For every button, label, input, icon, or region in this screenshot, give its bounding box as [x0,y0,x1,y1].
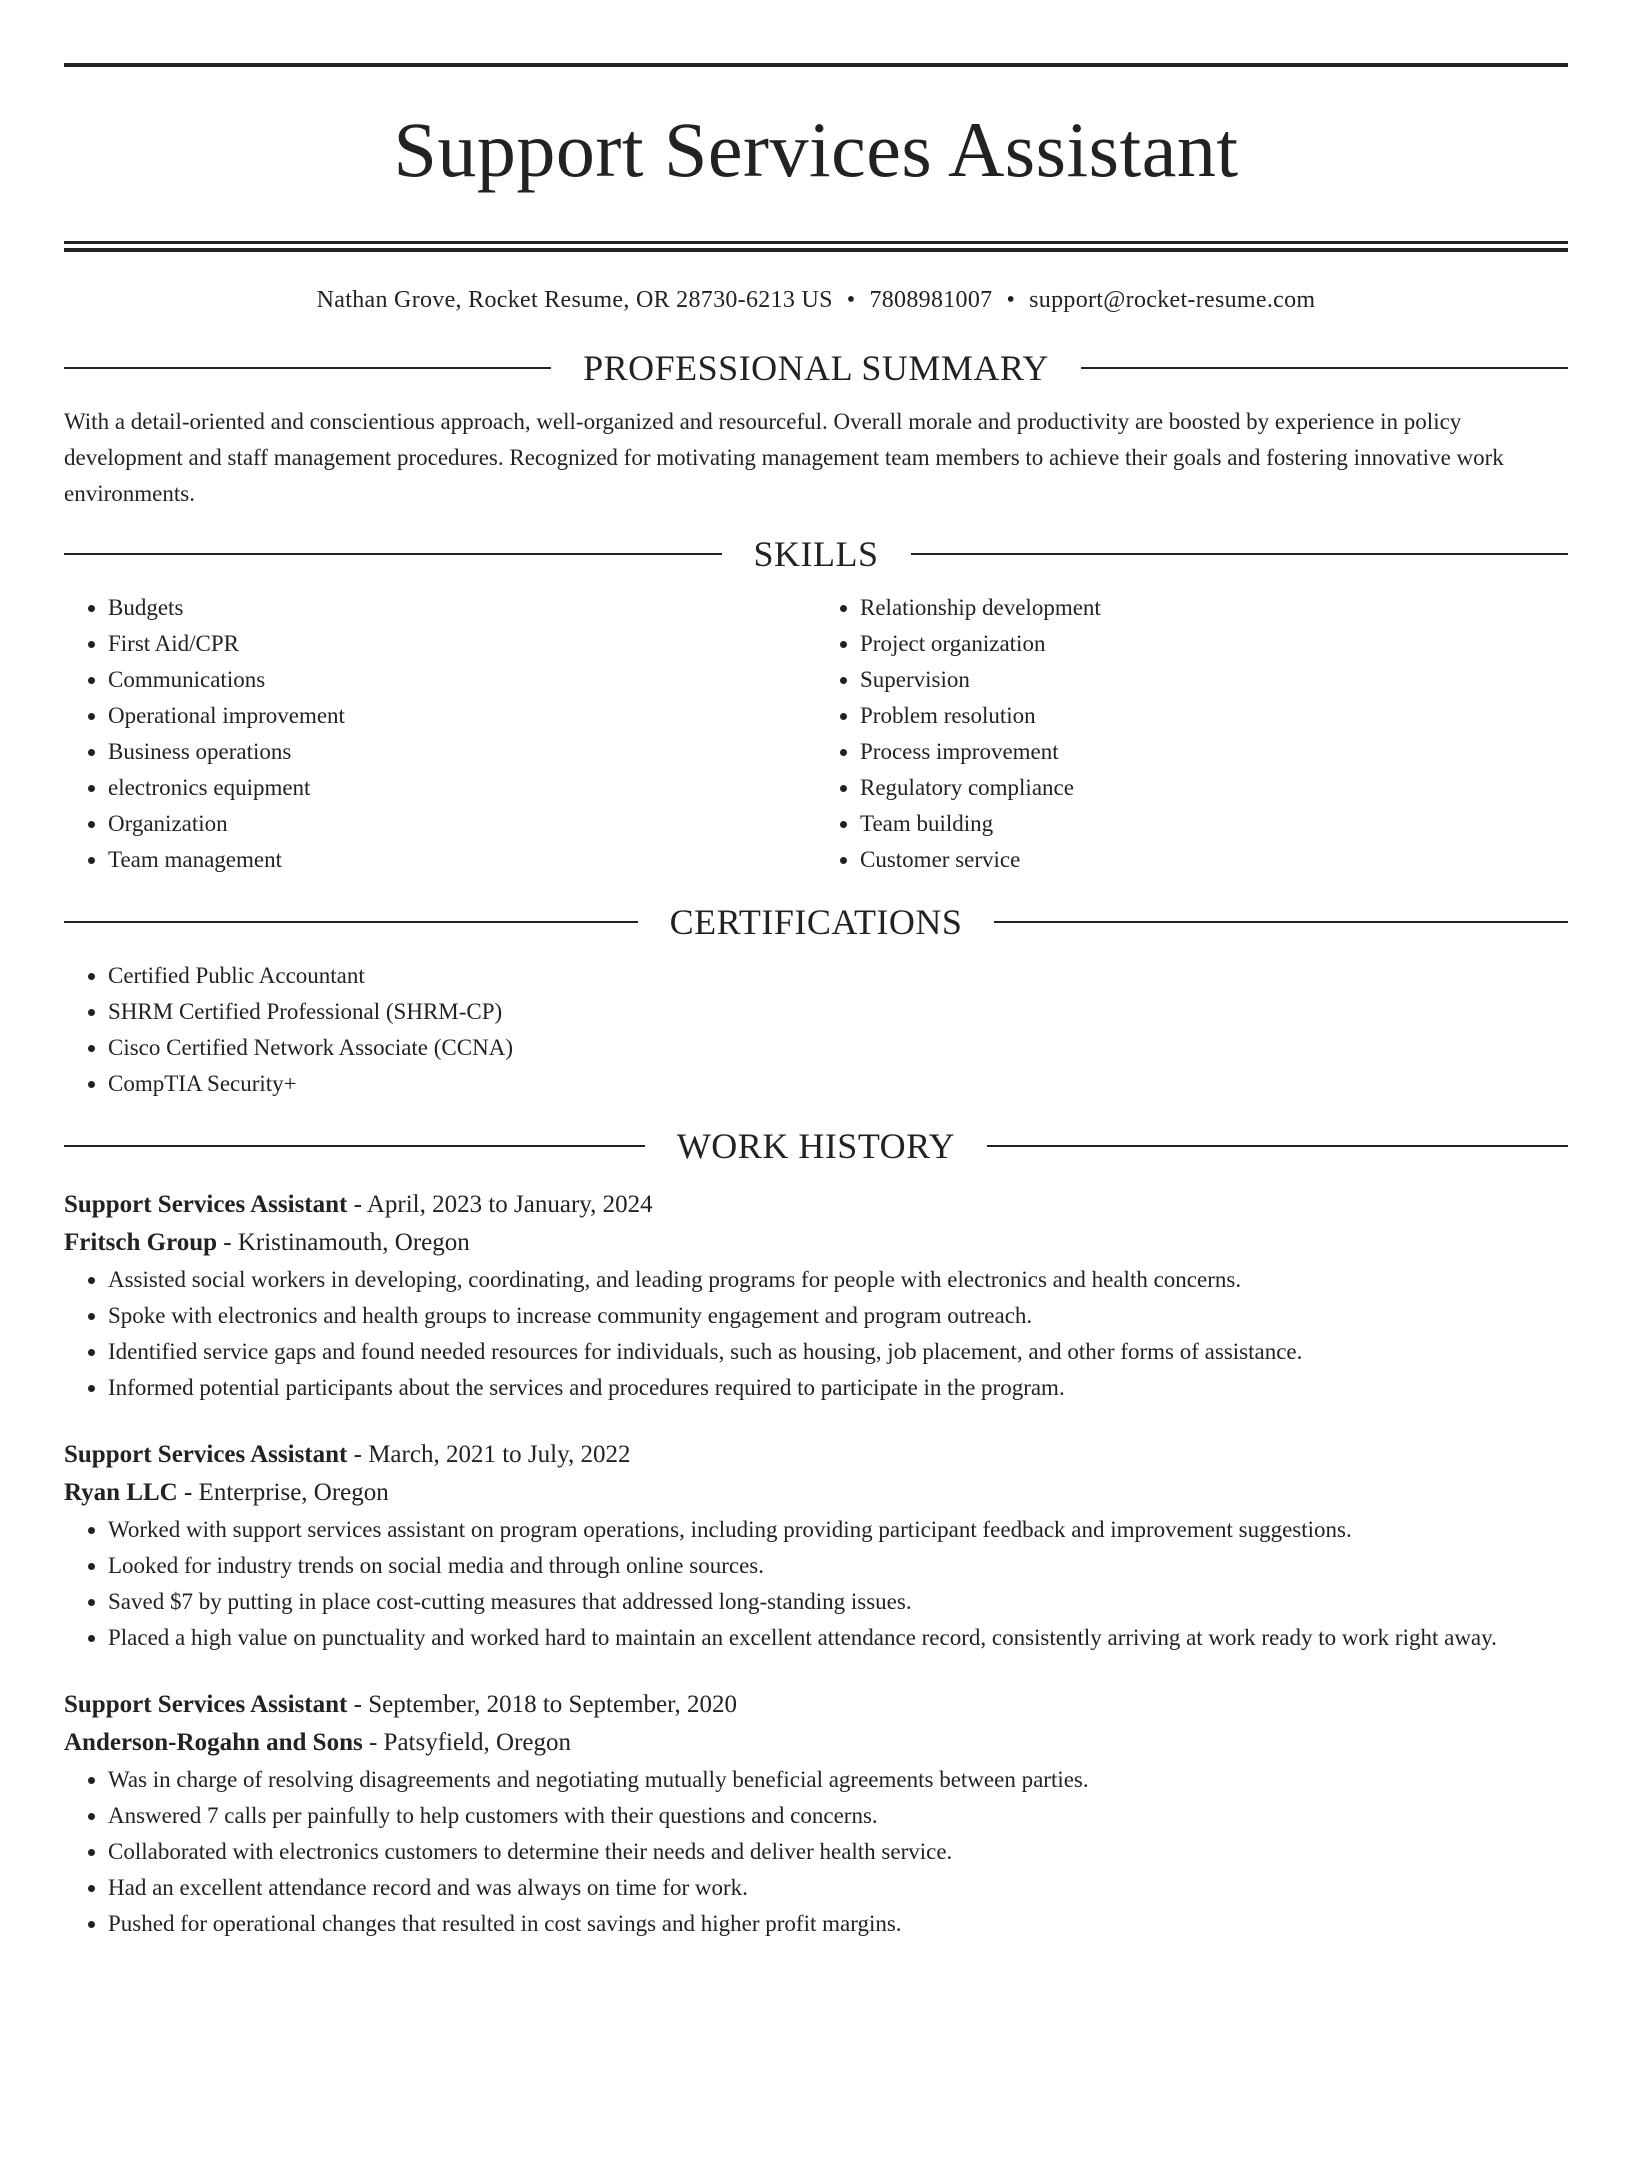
job-bullet: • Identified service gaps and found needed resources for individuals, such as housing, job placement, and other forms of assistance. [108,1334,1568,1370]
contact-separator: • [1006,287,1016,313]
skill-item: • Problem resolution [860,698,1568,734]
job-company-line [64,1724,1568,1762]
summary-heading-label: PROFESSIONAL SUMMARY [583,348,1049,388]
certifications-heading [64,900,1568,944]
job-bullet: • Informed potential participants about the services and procedures required to participate in the program. [108,1370,1568,1406]
job-dates: - March, 2021 to July, 2022 [347,1441,631,1468]
skill-item: • Team management [108,842,816,878]
skill-item: • Relationship development [860,590,1568,626]
skill-item: • Communications [108,662,816,698]
heading-rule-right [1081,367,1568,369]
skill-item: • Regulatory compliance [860,770,1568,806]
job-bullet: • Placed a high value on punctuality and worked hard to maintain an excellent attendance record, consistently arriving at work ready to work right away. [108,1620,1568,1656]
job-title-line [64,1436,1568,1474]
job-location: - Kristinamouth, Oregon [217,1229,470,1256]
summary-heading [64,346,1568,390]
job-bullets [64,1762,1568,1942]
certification-item: • Cisco Certified Network Associate (CCNA) [108,1030,1568,1066]
skills-list-left [64,590,816,878]
job-bullet: • Looked for industry trends on social media and through online sources. [108,1548,1568,1584]
contact-phone: 7808981007 [869,287,993,313]
job-bullet: • Had an excellent attendance record and was always on time for work. [108,1870,1568,1906]
job-location: - Enterprise, Oregon [177,1479,389,1506]
job-bullet: • Pushed for operational changes that resulted in cost savings and higher profit margins. [108,1906,1568,1942]
certification-item: • Certified Public Accountant [108,958,1568,994]
job-bullets [64,1262,1568,1406]
job-title-line [64,1686,1568,1724]
skill-item: • Supervision [860,662,1568,698]
job-company-line [64,1474,1568,1512]
skill-item: • Budgets [108,590,816,626]
job-entry [64,1436,1568,1656]
job-company: Fritsch Group [64,1229,218,1256]
job-title: Support Services Assistant [64,1441,348,1468]
skill-item: • Team building [860,806,1568,842]
skills-heading [64,532,1568,576]
work-history-heading [64,1124,1568,1168]
summary-text: With a detail-oriented and conscientious approach, well-organized and resourceful. Overall morale and productivity are boosted by experience in policy development and staff management procedures. Recognized for motivating management team members to achieve their goals and fostering innovative work environments. [64,409,1504,506]
double-rule [64,241,1568,252]
skill-item: • Project organization [860,626,1568,662]
contact-line [64,284,1568,316]
skills-grid [64,590,1568,878]
skill-item: • Organization [108,806,816,842]
job-bullet: • Worked with support services assistant on program operations, including providing participant feedback and improvement suggestions. [108,1512,1568,1548]
skill-item: • electronics equipment [108,770,816,806]
heading-rule-right [994,921,1568,923]
certification-item: • CompTIA Security+ [108,1066,1568,1102]
job-entry [64,1186,1568,1406]
job-company: Ryan LLC [64,1479,178,1506]
job-entry [64,1686,1568,1942]
job-dates: - September, 2018 to September, 2020 [347,1691,737,1718]
heading-rule-right [911,553,1569,555]
job-bullet: • Was in charge of resolving disagreements and negotiating mutually beneficial agreements between parties. [108,1762,1568,1798]
resume-title: Support Services Assistant [393,106,1239,193]
skill-item: • Process improvement [860,734,1568,770]
heading-rule-left [64,367,551,369]
work-history-heading-label: WORK HISTORY [676,1126,956,1166]
skill-item: • Business operations [108,734,816,770]
skill-item: • First Aid/CPR [108,626,816,662]
job-bullet: • Answered 7 calls per painfully to help customers with their questions and concerns. [108,1798,1568,1834]
job-company: Anderson-Rogahn and Sons [64,1729,363,1756]
job-bullets [64,1512,1568,1656]
skill-item: • Customer service [860,842,1568,878]
contact-email: support@rocket-resume.com [1029,287,1316,313]
certification-item: • SHRM Certified Professional (SHRM-CP) [108,994,1568,1030]
certifications-list [64,958,1568,1102]
job-dates: - April, 2023 to January, 2024 [347,1191,653,1218]
certifications-heading-label: CERTIFICATIONS [669,902,963,942]
skills-column-left [64,590,816,878]
job-title: Support Services Assistant [64,1691,348,1718]
job-title-line [64,1186,1568,1224]
skills-heading-label: SKILLS [753,534,879,574]
job-bullet: • Saved $7 by putting in place cost-cutting measures that addressed long-standing issues. [108,1584,1568,1620]
top-rule [64,63,1568,67]
job-title: Support Services Assistant [64,1191,348,1218]
skills-list-right [816,590,1568,878]
job-company-line [64,1224,1568,1262]
heading-rule-left [64,921,638,923]
skill-item: • Operational improvement [108,698,816,734]
heading-rule-left [64,553,722,555]
contact-separator: • [846,287,856,313]
job-bullet: • Spoke with electronics and health groups to increase community engagement and program outreach. [108,1298,1568,1334]
job-bullet: • Assisted social workers in developing, coordinating, and leading programs for people with electronics and health concerns. [108,1262,1568,1298]
resume-page [0,63,1632,2175]
heading-rule-left [64,1145,645,1147]
heading-rule-right [987,1145,1568,1147]
job-location: - Patsyfield, Oregon [362,1729,572,1756]
contact-address: Nathan Grove, Rocket Resume, OR 28730-6213 US [316,287,833,313]
job-bullet: • Collaborated with electronics customers to determine their needs and deliver health service. [108,1834,1568,1870]
skills-column-right [816,590,1568,878]
